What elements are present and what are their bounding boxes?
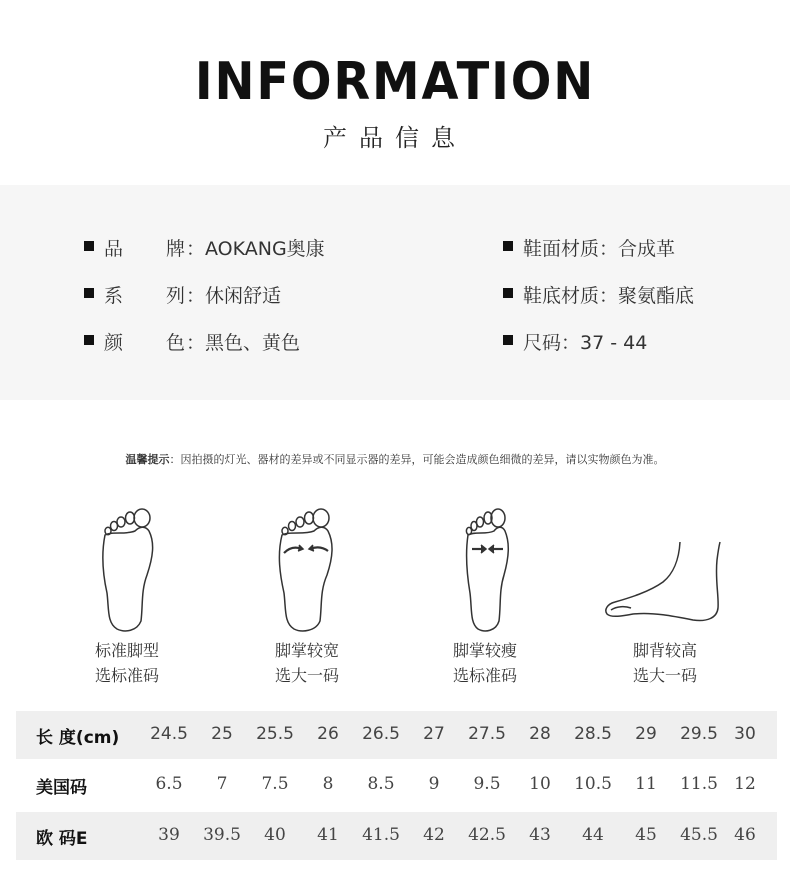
size-cell: 41.5 [362, 825, 400, 845]
size-cell: 10.5 [574, 774, 612, 794]
bullet-icon [503, 335, 513, 345]
info-label: 系 [104, 285, 124, 307]
info-value: ：黑色、黄色 [186, 332, 301, 354]
size-cell: 24.5 [150, 724, 188, 744]
size-cell: 44 [582, 825, 604, 845]
foot-caption-wide [227, 638, 387, 688]
size-cell: 29 [635, 724, 657, 744]
foot-caption-line: 选标准码 [94, 666, 159, 685]
notice-prefix: 温馨提示 [125, 453, 170, 466]
info-sole-material: 鞋底材质：聚氨酯底 [523, 285, 695, 307]
size-cell: 9.5 [473, 774, 501, 794]
page-title: INFORMATION [194, 52, 596, 112]
normal-foot-icon [95, 505, 159, 633]
size-cell: 45 [635, 825, 657, 845]
size-cell: 39.5 [203, 825, 241, 845]
size-cell: 43 [529, 825, 551, 845]
foot-caption-line: 选大一码 [632, 666, 697, 685]
size-cell: 8.5 [367, 774, 395, 794]
notice-text [0, 451, 790, 467]
size-row-header: 长 度(cm) [36, 728, 120, 748]
size-cell: 45.5 [680, 825, 718, 845]
foot-caption-line: 标准脚型 [94, 641, 159, 660]
wide-foot-icon [272, 505, 338, 633]
info-label: 品 [104, 238, 124, 260]
bullet-icon [503, 288, 513, 298]
size-cell: 30 [734, 724, 756, 744]
info-label: 牌 [166, 238, 186, 260]
info-value: ：休闲舒适 [186, 285, 282, 307]
page-subtitle: 产品信息 [323, 124, 467, 152]
bullet-icon [84, 241, 94, 251]
info-label: 颜 [104, 332, 124, 354]
size-row-us [16, 761, 777, 809]
size-cell: 6.5 [155, 774, 183, 794]
foot-caption-line: 选大一码 [274, 666, 339, 685]
high-instep-foot-icon [603, 540, 723, 624]
size-cell: 29.5 [680, 724, 718, 744]
foot-caption-line: 脚掌较宽 [274, 641, 339, 660]
size-cell: 42.5 [468, 825, 506, 845]
narrow-foot-icon [458, 505, 514, 633]
foot-caption-high-instep [585, 638, 745, 688]
size-cell: 25 [211, 724, 233, 744]
info-size-range: 尺码：37 - 44 [523, 332, 648, 354]
foot-caption-normal [47, 638, 207, 688]
size-cell: 39 [158, 825, 180, 845]
bullet-icon [84, 288, 94, 298]
info-upper-material: 鞋面材质：合成革 [523, 238, 676, 260]
size-cell: 9 [428, 774, 440, 794]
size-cell: 28.5 [574, 724, 612, 744]
size-cell: 7 [216, 774, 228, 794]
size-cell: 12 [734, 774, 756, 794]
foot-caption-narrow [405, 638, 565, 688]
size-cell: 11.5 [680, 774, 718, 794]
size-cell: 40 [264, 825, 286, 845]
size-cell: 28 [529, 724, 551, 744]
size-cell: 27 [423, 724, 445, 744]
size-row-eu [16, 812, 777, 860]
size-cell: 26.5 [362, 724, 400, 744]
foot-caption-line: 选标准码 [452, 666, 517, 685]
size-cell: 27.5 [468, 724, 506, 744]
size-cell: 10 [529, 774, 551, 794]
bullet-icon [84, 335, 94, 345]
size-row-length [16, 711, 777, 759]
size-cell: 7.5 [261, 774, 289, 794]
size-row-header: 美国码 [36, 778, 87, 798]
size-cell: 42 [423, 825, 445, 845]
size-cell: 41 [317, 825, 339, 845]
size-row-header: 欧 码E [36, 829, 88, 849]
size-cell: 8 [322, 774, 334, 794]
size-cell: 25.5 [256, 724, 294, 744]
size-cell: 26 [317, 724, 339, 744]
info-label: 列 [166, 285, 186, 307]
bullet-icon [503, 241, 513, 251]
info-label: 色 [166, 332, 186, 354]
product-info-panel [0, 185, 790, 400]
foot-caption-line: 脚掌较瘦 [452, 641, 517, 660]
notice-body: ：因拍摄的灯光、器材的差异或不同显示器的差异，可能会造成颜色细微的差异，请以实物颜色为准。 [169, 453, 665, 466]
info-value: ：AOKANG奥康 [186, 238, 325, 260]
size-cell: 11 [635, 774, 657, 794]
foot-caption-line: 脚背较高 [632, 641, 697, 660]
size-cell: 46 [734, 825, 756, 845]
